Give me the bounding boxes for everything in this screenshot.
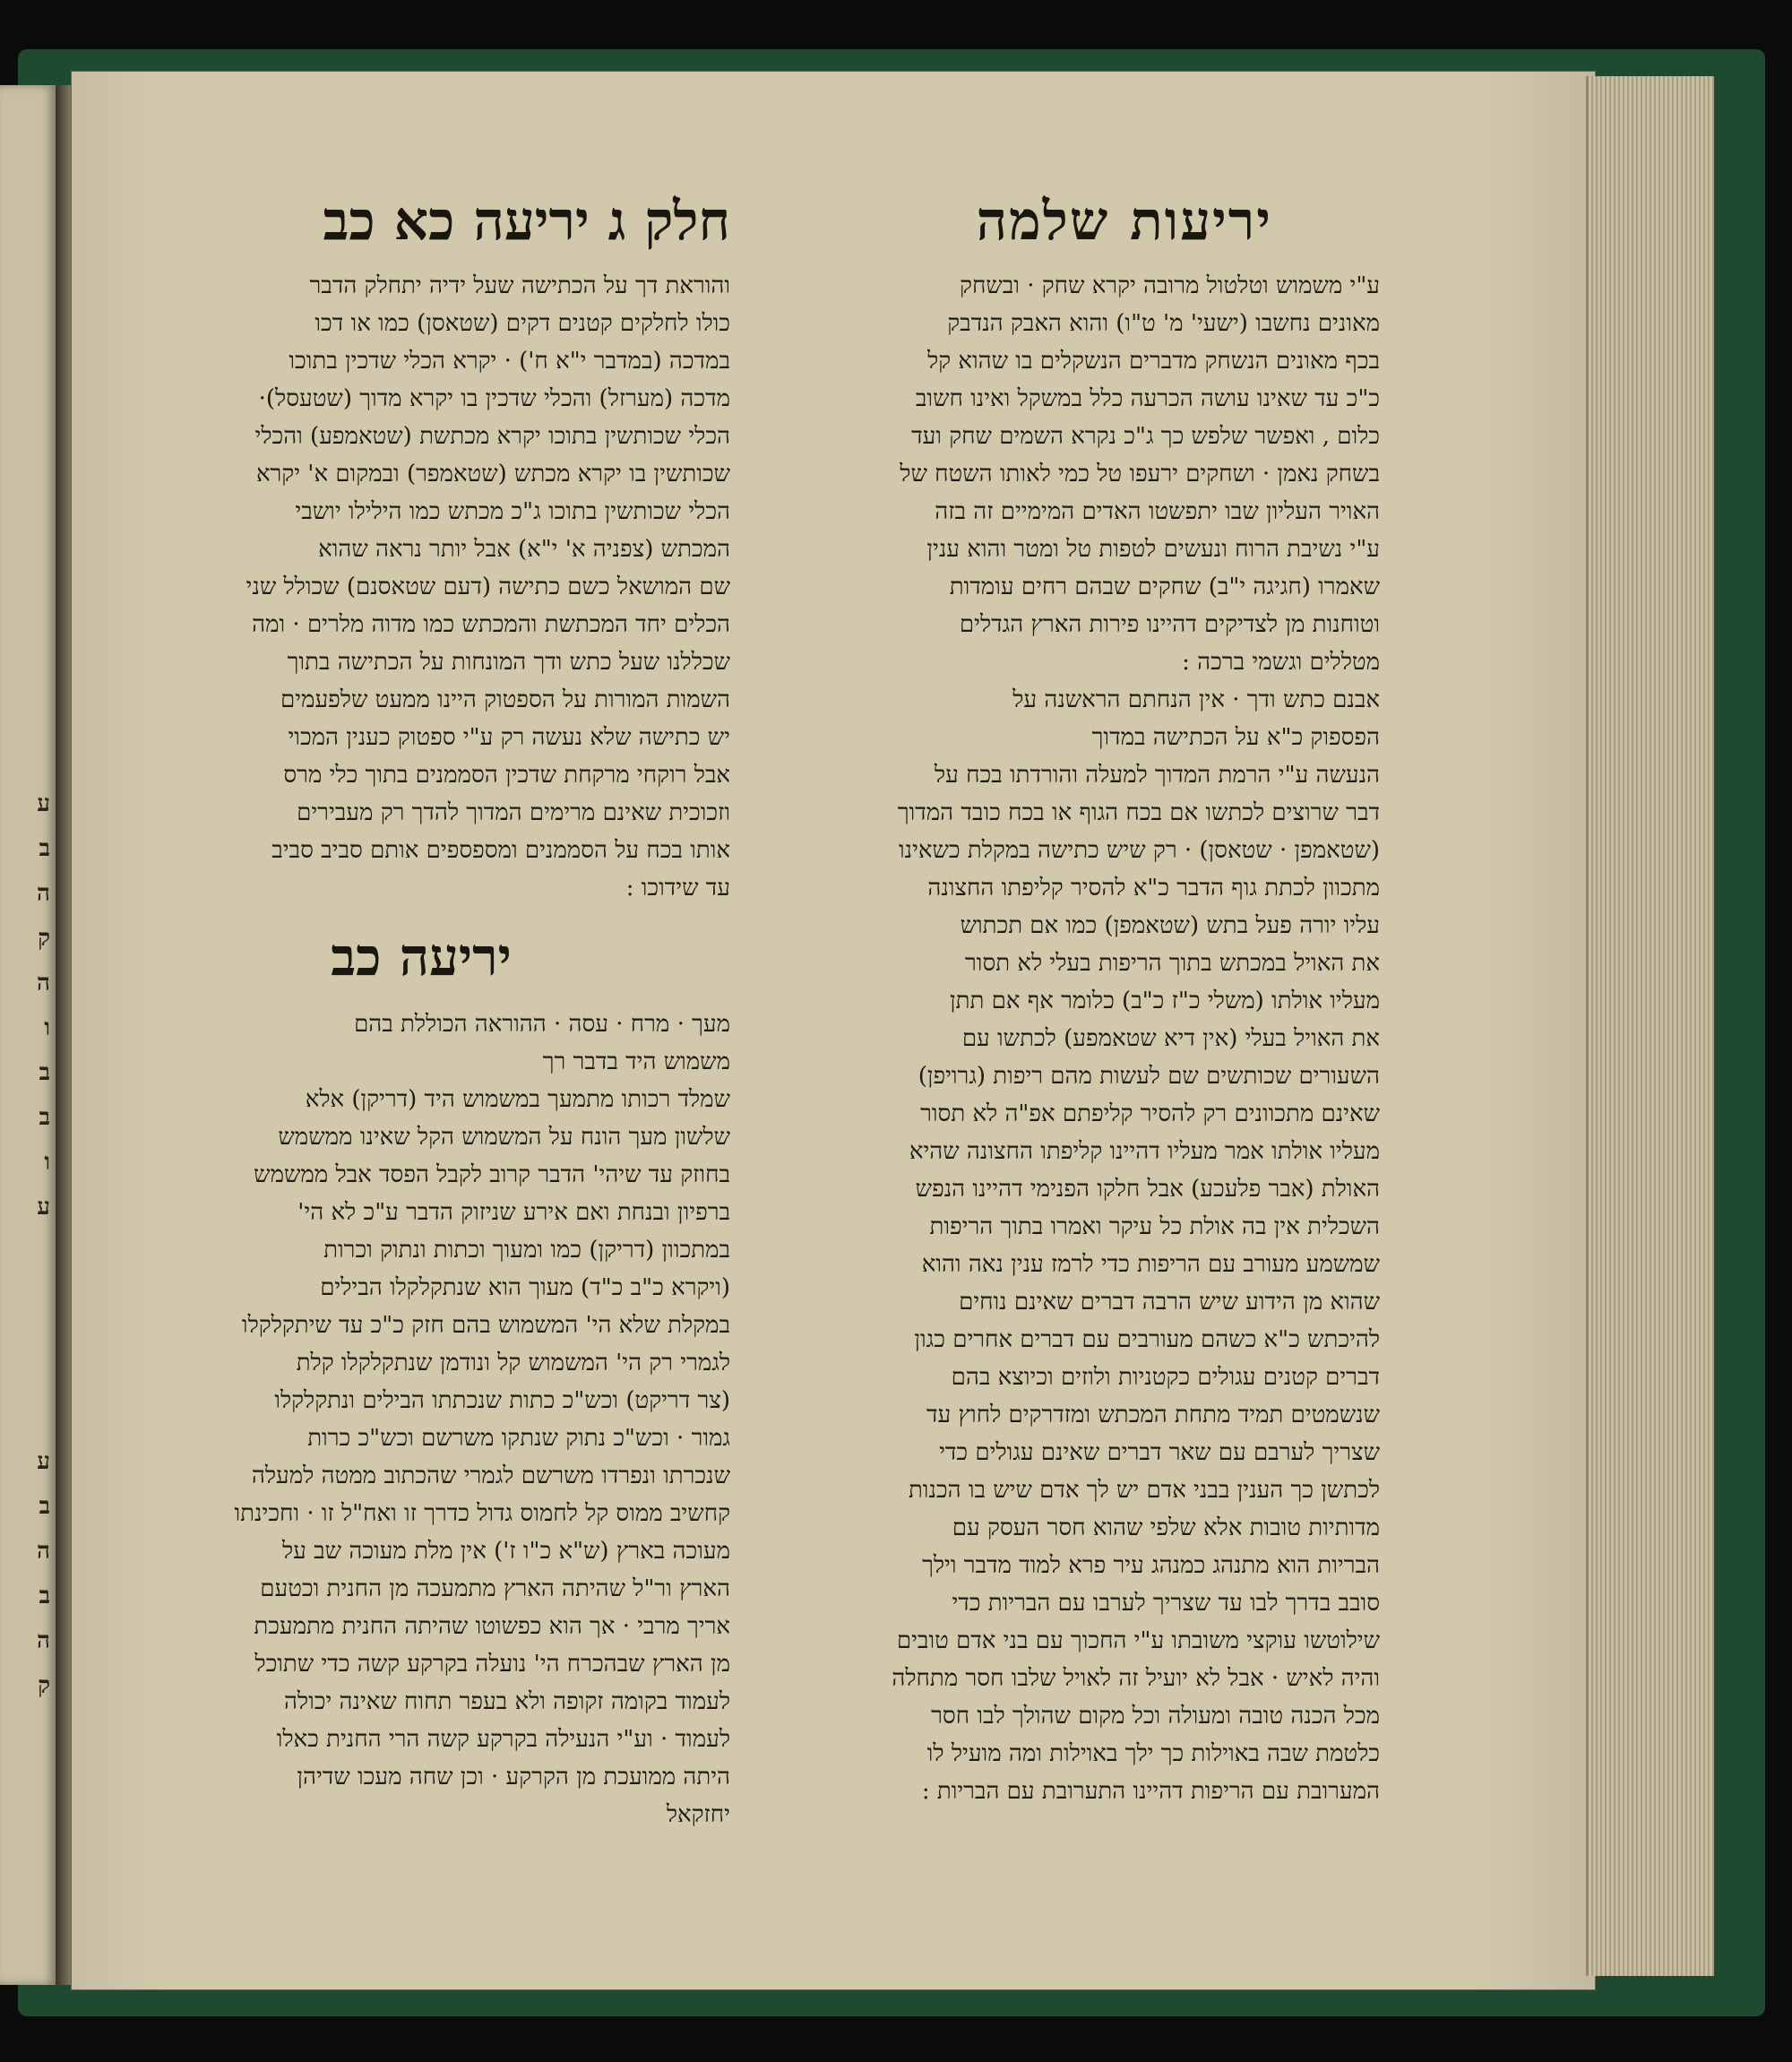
text-line: יש כתישה שלא נעשה רק ע"י ספטוק כענין המכוי	[288, 724, 730, 751]
margin-letter: ו	[44, 1149, 50, 1176]
text-line: (צר דריקט) וכש"כ כתות שנכתתו הבילים ונתקלקלו	[274, 1387, 730, 1414]
text-line: גמור · וכש"כ נתוק שנתקו משרשם וכש"כ כרות	[307, 1425, 730, 1452]
text-line: כלום , ואפשר שלפש כך ג"כ נקרא השמים שחק ועד	[911, 423, 1380, 450]
text-line: שילוטשו עוקצי משובתו ע"י החכוך עם בני אדם טובים	[896, 1627, 1380, 1654]
text-line: כ"כ עד שאינו עושה הכרעה כלל במשקל ואינו חשוב	[915, 385, 1380, 412]
left-column-top-text	[112, 267, 730, 907]
margin-letter: ע	[37, 790, 50, 817]
text-line: מאונים נחשבו (ישעי' מ' ט"ו) והוא האבק הנדבק	[947, 310, 1380, 337]
text-line: לכתשן כך הענין בבני אדם יש לך אדם שיש בו הכנות	[908, 1477, 1380, 1504]
text-line: והיה לאיש · אבל לא יועיל זה לאויל שלבו חסר מתחלה	[892, 1665, 1380, 1692]
right-text-column	[771, 267, 1380, 1805]
text-line: במתכוון (דריקן) כמו ומעוך וכתות ונתוק וכרות	[323, 1237, 730, 1264]
text-line: מעליו אולתו אמר מעליו דהיינו קליפתו החצונה שהיא	[909, 1138, 1380, 1165]
text-line: מדותיות טובות אלא שלפי שהוא חסר העסק עם	[952, 1514, 1380, 1541]
facing-page-edge	[0, 85, 56, 1985]
text-line: קחשיב ממוס קל לחמוס גדול כדרך זו ואח"ל זו · וחכינתו	[234, 1500, 730, 1527]
text-line: אבנם כתש ודך · אין הנחתם הראשנה על	[1012, 686, 1380, 713]
text-line: דברים קטנים עגולים כקטניות ולוזים וכיוצא בהם	[951, 1364, 1380, 1391]
text-line: שנכרתו ונפרדו משרשם לגמרי שהכתוב ממטה למעלה	[251, 1462, 730, 1489]
text-line: משמוש היד בדבר רך	[542, 1048, 730, 1075]
text-line: דבר שרוצים לכתשו אם בכח הגוף או בכח כובד המדוך	[897, 799, 1380, 826]
text-line: האולת (אבר פלעכע) אבל חלקו הפנימי דהיינו הנפש	[915, 1176, 1380, 1203]
text-line: במקלת שלא הי' המשמוש בהם חזק כ"כ עד שיתקלקלו	[241, 1312, 730, 1339]
text-line: כולו לחלקים קטנים דקים (שטאסן) כמו או דכו	[314, 310, 730, 337]
text-line: אבל רוקחי מרקחת שדכין הסממנים בתוך כלי מרס	[283, 762, 730, 789]
margin-letter: ב	[39, 835, 50, 862]
running-header-section: חלק ג יריעה כא כב	[323, 190, 730, 253]
text-line: בשחק נאמן · ושחקים ירעפו טל כמי לאותו השטח של	[900, 461, 1380, 487]
text-line: הכלים יחד המכתשת והמכתש כמו מדוה מלרים · ומה	[252, 611, 730, 638]
text-line: את האויל במכתש בתוך הריפות בעלי לא תסור	[965, 950, 1380, 977]
text-line: הכלי שכותשין בתוכו יקרא מכתשת (שטאמפע) והכלי	[254, 423, 730, 450]
text-line: היתה ממועכת מן הקרקע · וכן שחה מעכו שדיהן	[297, 1764, 730, 1790]
text-line: שהוא מן הידוע שיש הרבה דברים שאינם נוחים	[959, 1289, 1380, 1316]
text-line: הארץ ור"ל שהיתה הארץ מתמעכה מן החנית וכטעם	[260, 1575, 730, 1602]
text-line: יחזקאל	[666, 1801, 730, 1828]
text-line: השמות המורות על הספטוק היינו ממעט שלפעמים	[280, 686, 730, 713]
margin-letter: ב	[39, 1583, 50, 1609]
facing-page-text	[23, 85, 50, 1985]
text-line: שאמרו (חגיגה י"ב) שחקים שבהם רחים עומדות	[949, 574, 1380, 600]
text-line: וזכוכית שאינם מרימים המדוך להדך רק מעבירים	[297, 799, 730, 826]
text-line: כלטמת שבה באוילות כך ילך באוילות ומה מועיל לו	[926, 1740, 1380, 1767]
text-line: והוראת דך על הכתישה שעל ידיה יתחלק הדבר	[309, 272, 730, 299]
text-line: הכלי שכותשין בתוכו ג"כ מכתש כמו הילילו יושבי	[295, 498, 730, 525]
book-gutter	[56, 85, 73, 1985]
margin-letter: ה	[37, 880, 50, 907]
text-line: שאינם מתכוונים רק להסיר קליפתם אפ"ה לא תסור	[920, 1100, 1380, 1127]
text-line: מכל הכנה טובה ומעולה וכל מקום שהולך לבו חסר	[931, 1703, 1380, 1730]
text-line: המערובת עם הריפות דהיינו התערובת עם הבריות :	[921, 1778, 1380, 1805]
text-line: שמלד רכותו מתמעך במשמוש היד (דריקן) אלא	[305, 1086, 730, 1113]
section-heading: יריעה כב	[331, 927, 512, 988]
text-line: לעמוד · וע"י הנעילה בקרקע קשה הרי החנית כאלו	[276, 1726, 730, 1753]
text-line: וטוחנות מן לצדיקים דהיינו פירות הארץ הגדלים	[959, 611, 1380, 638]
text-line: מעוכה בארץ (ש"א כ"ו ז') אין מלת מעוכה שב על	[282, 1538, 730, 1565]
left-text-column	[112, 267, 730, 1828]
margin-letter: ע	[37, 1448, 50, 1475]
text-line: מעך · מרח · עסה · ההוראה הכוללת בהם	[354, 1011, 730, 1038]
text-line: מעליו אולתו (משלי כ"ז כ"ב) כלומר אף אם תתן	[950, 988, 1380, 1014]
text-line: לעמוד בקומה זקופה ולא בעפר תחוח שאינה יכולה	[283, 1688, 730, 1715]
text-line: בחוזק עד שיהי' הדבר קרוב לקבל הפסד אבל ממשמש	[254, 1161, 730, 1188]
text-line: הפספוק כ"א על הכתישה במדוך	[1091, 724, 1380, 751]
text-line: מדכה (מערזל) והכלי שדכין בו יקרא מדוך (שטעסל)·	[258, 385, 730, 412]
text-line: שכללנו שעל כתש ודך המונחות על הכתישה בתוך	[287, 649, 730, 676]
page-block-edges	[1586, 76, 1714, 1976]
text-line: את האויל בעלי (אין דיא שטאמפע) לכתשו עם	[961, 1025, 1380, 1052]
margin-letter: ע	[37, 1194, 50, 1221]
text-line: שנשמטים תמיד מתחת המכתש ומזדרקים לחוץ עד	[926, 1402, 1380, 1428]
text-line: (ויקרא כ"ב כ"ד) מעוך הוא שנתקלקלו הבילים	[320, 1274, 730, 1301]
text-line: (שטאמפן · שטאסן) · רק שיש כתישה במקלת כשאינו	[898, 837, 1380, 864]
text-line: במדכה (במדבר י"א ח') · יקרא הכלי שדכין בתוכו	[289, 348, 730, 375]
margin-letter: ב	[39, 1059, 50, 1086]
text-line: שמשמע מעורב עם הריפות כדי לרמז ענין נאה והוא	[921, 1251, 1380, 1278]
text-line: אותו בכח על הסממנים ומספספים אותם סביב סביב	[271, 837, 730, 864]
text-line: הנעשה ע"י הרמת המדוך למעלה והורדתו בכח על	[934, 762, 1380, 789]
margin-letter: ק	[38, 1672, 50, 1699]
text-line: השכלית אין בה אולת כל עיקר ואמרו בתוך הריפות	[929, 1213, 1380, 1240]
text-line: מן הארץ שבהכרח הי' נועלה בקרקע קשה כדי שתוכל	[254, 1651, 730, 1678]
text-line: בכף מאונים הנשחק מדברים הנשקלים בו שהוא קל	[927, 348, 1380, 375]
text-line: שכותשין בו יקרא מכתש (שטאמפר) ובמקום א' יקרא	[255, 461, 730, 487]
text-line: שצריך לערבם עם שאר דברים שאינם עגולים כדי	[939, 1439, 1380, 1466]
margin-letter: ו	[44, 1014, 50, 1041]
text-line: סובב בדרך לבו עד שצריך לערבו עם הבריות כדי	[952, 1590, 1380, 1617]
text-line: הבריות הוא מתנהג כמנהג עיר פרא למוד מדבר וילך	[922, 1552, 1380, 1579]
margin-letter: ק	[38, 925, 50, 952]
text-line: ברפיון ובנחת ואם אירע שניזוק הדבר ע"כ לא הי'	[297, 1199, 730, 1226]
text-line: עד שידוכו :	[625, 875, 730, 902]
text-line: עליו יורה פעל בתש (שטאמפן) כמו אם תכתוש	[960, 912, 1380, 939]
text-line: מטללים וגשמי ברכה :	[1182, 649, 1380, 676]
text-line: להיכתש כ"א כשהם מעורבים עם דברים אחרים כגון	[914, 1326, 1380, 1353]
text-line: השעורים שכותשים שם לעשות מהם ריפות (גרויפן)	[918, 1063, 1380, 1090]
margin-letter: ב	[39, 1493, 50, 1520]
text-line: המכתש (צפניה א' י"א) אבל יותר נראה שהוא	[318, 536, 730, 563]
text-line: ע"י משמוש וטלטול מרובה יקרא שחק · ובשחק	[960, 272, 1380, 299]
text-line: מתכוון לכתת גוף הדבר כ"א להסיר קליפתו החצונה	[927, 875, 1380, 902]
margin-letter: ה	[37, 970, 50, 996]
running-header-title: יריעות שלמה	[976, 190, 1272, 253]
margin-letter: ה	[37, 1538, 50, 1565]
margin-letter: ה	[37, 1627, 50, 1654]
text-line: ע"י נשיבת הרוח ונעשים לטפות טל ומטר והוא ענין	[926, 536, 1380, 563]
margin-letter: ב	[39, 1104, 50, 1131]
text-line: שלשון מעך הונח על המשמוש הקל שאינו ממשמש	[278, 1124, 730, 1151]
left-column-bottom-text	[112, 1005, 730, 1833]
text-line: לגמרי רק הי' המשמוש קל ונודמן שנתקלקלו קלת	[296, 1350, 730, 1376]
text-line: אריך מרבי · אך הוא כפשוטו שהיתה החנית מתמעכת	[254, 1613, 730, 1640]
text-line: האויר העליון שבו יתפשטו האדים המימיים זה בזה	[935, 498, 1380, 525]
text-line: שם המושאל כשם כתישה (דעם שטאסנם) שכולל שני	[246, 574, 730, 600]
